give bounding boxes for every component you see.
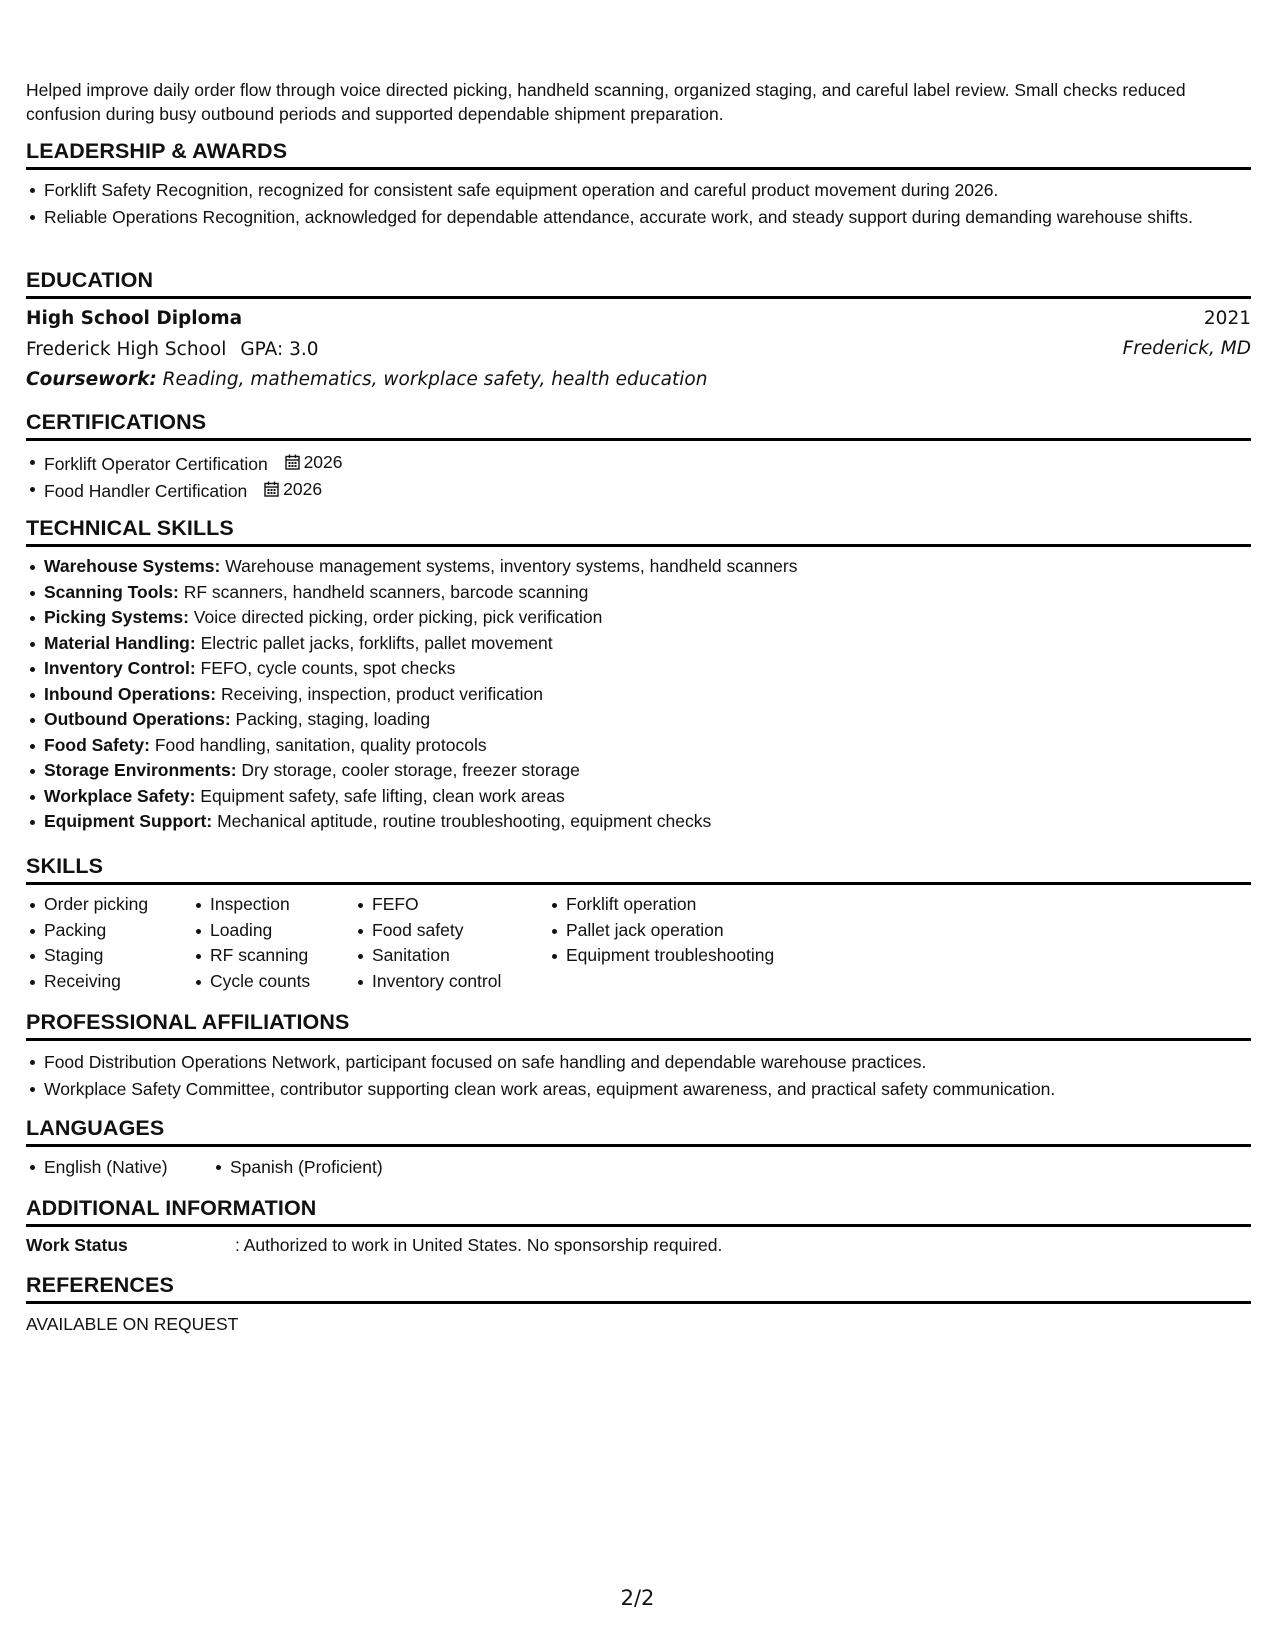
skill-category-label: Food Safety: [44,734,150,755]
section-title: EDUCATION [26,267,1251,299]
calendar-icon [285,454,300,470]
school-name: Frederick High School [26,339,227,360]
list-item: FEFO [372,893,548,916]
technical-skills-list [26,555,1251,833]
skill-category-label: Scanning Tools: [44,581,179,602]
skill-category-value: Dry storage, cooler storage, freezer storage [241,760,580,780]
section-title: LEADERSHIP & AWARDS [26,138,1251,170]
list-item [44,810,1251,833]
certification-year: 2026 [303,452,343,472]
skill-category-value: Electric pallet jacks, forklifts, pallet movement [200,632,553,653]
skill-category-value: Food handling, sanitation, quality protocols [154,734,487,755]
work-status-row [26,1233,1251,1257]
list-item: Food Distribution Operations Network, participant focused on safe handling and dependable warehouse practices. [44,1050,1251,1074]
section-title: SKILLS [26,853,1251,885]
list-item [44,450,1251,476]
list-item: Cycle counts [210,970,354,993]
list-item: Receiving [44,970,192,993]
gpa: GPA: 3.0 [240,339,319,360]
list-item: Loading [210,919,354,942]
coursework [26,365,1251,395]
degree-name: High School Diploma [26,308,243,329]
certification-name: Forklift Operator Certification [44,454,268,474]
technical-skills-section [26,515,1251,836]
skill-category-value: Voice directed picking, order picking, pick verification [193,607,603,627]
section-title: PROFESSIONAL AFFILIATIONS [26,1009,1251,1041]
coursework-label: Coursework: [26,369,157,390]
work-status-value: : Authorized to work in United States. No sponsorship required. [235,1235,723,1255]
section-title: ADDITIONAL INFORMATION [26,1195,1251,1227]
list-item: Spanish (Proficient) [230,1157,383,1177]
skills-section [26,853,1251,995]
skills-column [26,893,192,995]
list-item [44,708,1251,731]
section-title: LANGUAGES [26,1115,1251,1147]
affiliations-section [26,1009,1251,1104]
skills-column [548,893,846,995]
skill-category-label: Workplace Safety: [44,785,196,806]
education-section [26,267,1251,395]
skills-column [354,893,548,995]
section-title: REFERENCES [26,1272,1251,1304]
skill-category-value: Equipment safety, safe lifting, clean work areas [200,785,565,806]
skill-category-value: Warehouse management systems, inventory systems, handheld scanners [225,556,798,576]
skill-category-label: Inventory Control: [44,658,196,678]
list-item: Inventory control [372,970,548,993]
list-item [44,785,1251,808]
skills-column [192,893,354,995]
list-item [44,657,1251,680]
list-item [44,734,1251,757]
certification-name: Food Handler Certification [44,481,248,501]
list-item: Forklift operation [566,893,846,916]
list-item [44,581,1251,604]
references-text: AVAILABLE ON REQUEST [26,1314,239,1334]
list-item [44,632,1251,655]
section-title: TECHNICAL SKILLS [26,515,1251,547]
skill-category-value: Receiving, inspection, product verification [220,683,543,704]
leadership-list [26,178,1251,229]
coursework-list: Reading, mathematics, workplace safety, health education [162,369,708,390]
list-item [44,555,1251,578]
affiliations-list [26,1050,1251,1101]
list-item: RF scanning [210,944,354,967]
skill-category-label: Inbound Operations: [44,683,217,704]
skill-category-value: FEFO, cycle counts, spot checks [200,658,456,678]
list-item [44,683,1251,706]
language-column [212,1155,383,1179]
references-section [26,1272,1251,1336]
list-item: Inspection [210,893,354,916]
section-title: CERTIFICATIONS [26,409,1251,441]
list-item: Pallet jack operation [566,919,846,942]
school-location: Frederick, MD [1122,338,1251,359]
skill-category-value: Mechanical aptitude, routine troubleshooting, equipment checks [217,811,712,831]
additional-information-section [26,1195,1251,1257]
list-item [44,606,1251,629]
skill-category-value: Packing, staging, loading [235,709,431,729]
certifications-section [26,409,1251,506]
leadership-section [26,138,1251,232]
graduation-year: 2021 [1203,308,1251,329]
work-status-label: Work Status [26,1235,128,1255]
page-number: 2/2 [620,1586,655,1610]
list-item: Forklift Safety Recognition, recognized for consistent safe equipment operation and careful product movement during 2026. [44,178,1251,202]
skill-category-value: RF scanners, handheld scanners, barcode scanning [183,581,589,602]
skill-category-label: Material Handling: [44,632,196,653]
list-item: Food safety [372,919,548,942]
list-item: Equipment troubleshooting [566,944,846,967]
skill-category-label: Equipment Support: [44,811,213,831]
skill-category-label: Warehouse Systems: [44,556,221,576]
list-item: English (Native) [44,1155,212,1179]
languages-list [26,1155,1251,1179]
list-item: Staging [44,944,192,967]
list-item [44,477,1251,503]
languages-section [26,1115,1251,1179]
certifications-list [26,450,1251,503]
calendar-icon [264,481,279,497]
list-item: Order picking [44,893,192,916]
certification-year: 2026 [283,479,323,499]
skill-category-label: Storage Environments: [44,760,237,780]
skills-grid [26,893,1251,995]
list-item [44,759,1251,782]
list-item: Sanitation [372,944,548,967]
list-item: Reliable Operations Recognition, acknowledged for dependable attendance, accurate work, and steady support during demanding warehouse shifts. [44,205,1251,229]
skill-category-label: Outbound Operations: [44,709,231,729]
list-item: Workplace Safety Committee, contributor supporting clean work areas, equipment awareness, and practical safety communication. [44,1077,1251,1101]
experience-summary-text: Helped improve daily order flow through voice directed picking, handheld scanning, organized staging, and careful label review. Small checks reduced confusion during busy outbound periods and supported dependable shipment preparation. [26,80,1186,124]
skill-category-label: Picking Systems: [44,607,189,627]
list-item: Packing [44,919,192,942]
language-column [26,1155,212,1179]
